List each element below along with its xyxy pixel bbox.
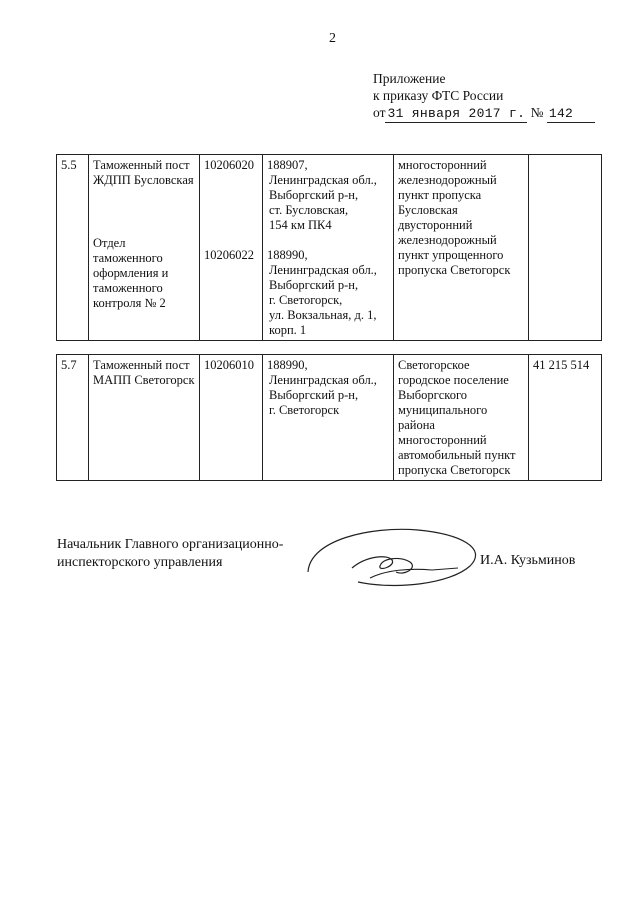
address-line: Ленинградская обл., [269,173,377,187]
date-prefix: от [373,105,386,120]
order-date: 31 января 2017 г. [387,106,526,121]
dept-name: Отдел таможенного оформления и таможенного контроля № 2 [93,236,169,310]
address-line: Ленинградская обл., [269,373,377,387]
okato-cell [529,155,602,341]
address-line: Выборгский р-н, [269,188,359,202]
address-line: Ленинградская обл., [269,263,377,277]
address-line: 154 км ПК4 [269,218,332,232]
address-line: 188990, [267,358,308,372]
address-line: г. Светогорск, [269,293,343,307]
position-line-1: Начальник Главного организационно- [57,537,284,552]
signatory-position [57,536,283,572]
checkpoint-text: Светогорское городское поселение Выборгского муниципального района многосторонний автомобильный пункт пропуска Светогорск [398,358,516,477]
okato-cell [529,355,602,481]
address-line: Выборгский р-н, [269,278,359,292]
post-name-cell [89,355,200,481]
code-cell [200,355,263,481]
customs-table-5-5 [56,154,602,341]
address-line: корп. 1 [269,323,307,337]
post-name: Таможенный пост ЖДПП Бусловская [93,158,194,187]
row-number: 5.7 [57,355,89,481]
signatory-name: И.А. Кузьминов [480,553,576,568]
checkpoint-cell [394,155,529,341]
post-address [267,158,389,233]
appendix-title: Приложение [373,71,446,86]
code-cell [200,155,263,341]
address-line: 188990, [267,248,308,262]
number-prefix: № [530,105,544,120]
post-code: 10206010 [204,358,254,372]
table-row [57,355,602,481]
table-row [57,155,602,341]
appendix-date-line [373,104,595,123]
address-line: 188907, [267,158,308,172]
address-line: ул. Вокзальная, д. 1, [269,308,377,322]
handwritten-signature [300,520,485,590]
post-name-cell [89,155,200,341]
position-line-2: инспекторского управления [57,555,223,570]
order-number: 142 [547,105,595,123]
page-number: 2 [329,31,336,46]
address-cell [263,355,394,481]
customs-table-5-7 [56,354,602,481]
address-line: г. Светогорск [269,403,340,417]
address-line: ст. Бусловская, [269,203,349,217]
okato-code: 41 215 514 [533,358,590,372]
checkpoint-text: многосторонний железнодорожный пункт пропуска Бусловская двусторонний железнодорожный пункт упрощенного пропуска Светогорск [398,158,511,277]
post-code: 10206020 [204,158,254,172]
row-number: 5.5 [57,155,89,341]
appendix-header [373,70,595,123]
address-cell [263,155,394,341]
address-line: Выборгский р-н, [269,388,359,402]
appendix-order-ref: к приказу ФТС России [373,88,504,103]
post-name: Таможенный пост МАПП Светогорск [93,358,195,387]
dept-address [267,248,389,338]
checkpoint-cell [394,355,529,481]
dept-code: 10206022 [204,248,254,262]
